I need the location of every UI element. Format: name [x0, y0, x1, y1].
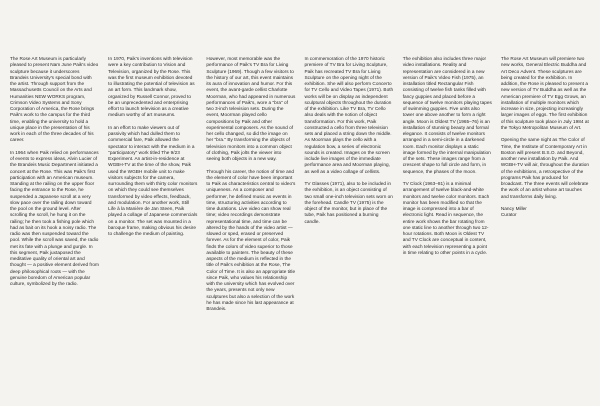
text-column-2 [108, 56, 197, 396]
paragraph: In 1964 when Paik relied on performances of events to express ideas, Alvin Lucier of the Brandeis Music Department initiated a concert at the Rose. This was Paik's first participation with an American museum. Standing at the railing on the upper floor facing the entrance to the Rose, he suspended a Japanese scroll at a very slow pace over the railing down toward the pool on the ground level. After scrolling the scroll, he hung it on the railing; he then took a fishing pole which had as bait on its hook a noisy radio. The radio was then suspended toward the pool. While the scroll was saved, the radio met its fate with a plunge and gurgle. In this segment, Paik juxtaposed the meditative quality of oriental art and thought — a positive element derived from deep philosophical roots — with the genuine boredom of American popular culture, symbolized by the radio. [10, 149, 99, 286]
paragraph: TV Clock (1963–81) is a minimal arrangement of twelve black-and-white monitors and twelve color monitors. Each monitor has been modified so that the image is compressed into a bar of electronic light. Read in sequence, the entire work shows the bar rotating from one static line to another through two 12-hour rotations. Both Moon is Oldest TV and TV Clock are conceptual in content, with each television representing a point in time relating to other points in a cycle. [402, 181, 490, 255]
paragraph: However, most memorable was the performance of Paik's TV Bra for Living Sculpture (1969). Though a few visitors to the history of our art, this event maintains its aura of innovation and humor. For this event, the avant-garde cellist Charlotte Moorman, who had appeared in numerous performances of Paik's, wore a "bra" of two 3-inch television sets. During the event, Moorman played cello compositions by Paik and other experimental composers. As the sound of her cello changed, so did the image on her "bra." By transforming the objects of television monitors into a common object of clothing, Paik jolts the viewer into seeing both objects in a new way. [206, 56, 296, 161]
text-column-4 [305, 56, 394, 396]
text-column-1 [10, 56, 99, 396]
paragraph: In commemoration of the 1970 historic premiere of TV Bra for Living Sculpture, Paik has recreated TV Bra for Living Sculpture on the opening night of the exhibition. She will also perform Concerto for TV Cello and Video Tapes (1971). Both works will be on display as independent sculptural objects throughout the duration of the exhibition. Like TV Bra, TV Cello also deals with the notion of object transformation. For this work, Paik constructed a cello from three television sets and placed a string down the middle. As Moorman plays the cello with a regulation bow, a series of electronic sounds is created. Images on the screen include live images of the immediate performance area and Moorman playing, as well as a video collage of cellists. [304, 56, 394, 174]
paragraph: The Rose Art Museum is particularly pleased to present Nam June Paik's video sculpture because it underscores Brandeis University's special bond with the artist. Through support from the Massachusetts Council on the Arts and Humanities NEW WORKS program, Crimson Video Systems and Sony Corporation of America, the Rose brings Paik's work to the campus for the third time, enabling the university to hold a unique place in the presentation of his work in each of the three decades of his career. [10, 56, 99, 143]
text-column-3 [206, 56, 295, 396]
paragraph: Through his career, the notion of time and the element of color have been important to Paik as characteristics central to video's uniqueness. As a composer and performer, he defined music as events in time, structuring activities according to time durations. Live video can show real time; video recordings demonstrate representational time, and time can be altered by the hands of the video artist — slowed or sped, erased or preserved forever. As for the element of color, Paik finds the colors of video superior to those available to painters. The beauty of these aspects of the medium is reflected in the title of Paik's exhibition at the Rose, The Color of Time. It is also an appropriate title since Paik, who values his relationship with the university which has evolved over the years, presents not only new sculptures but also a selection of the work he has made since his last appearance at Brandeis. [206, 168, 296, 311]
paragraph: The exhibition also includes three major video installations. Reality and representation are considered in a new version of Paik's Video Fish (1975), an installation titled Rectangular Fish consisting of twelve fish tanks filled with fancy guppies and placed before a sequence of twelve monitors playing tapes of swimming guppies. Five units also tower one above another to form a right angle. Moon is Oldest TV (1965–76) is an installation of stunning beauty and formal elegance. It consists of twelve monitors arranged in a semi-circle in a darkened room. Each monitor displays a static image formed by the internal manipulation of the sets. These images range from a crescent shape to full circle and form, in sequence, the phases of the moon. [402, 56, 492, 174]
paragraph: Opening the same night as The Color of Time, the Institute of Contemporary Art in Boston will present B.S.O. and Beyond, another new installation by Paik. And WGBH-TV will air, throughout the duration of the exhibitions, a retrospective of the programs Paik has produced for broadcast. The three events will celebrate the work of an artist whose art touches and transforms daily living. [500, 137, 589, 199]
paragraph: TV Glasses (1971), also to be included in the exhibition, is an object consisting of two small one-inch television sets worn on the forehead. Candle TV (1975) is the object of the monitor, but in place of the tube, Paik has positioned a burning candle. [304, 181, 393, 224]
paragraph: In 1970, Paik's inventions with television were a key contribution to Vision and Television, organized by the Rose. This was the first museum exhibition devoted to illustrating the potential of television as an art form. This landmark show, organized by Russell Connor, proved to be an unprecedented and enterprising effort to launch television as a creative medium worthy of art museums. [108, 56, 195, 118]
paragraph: The Rose Art Museum will premiere two new works, General Electric Buddha and Art Deco Advent. These sculptures are being created for the exhibition. In addition, the Rose is pleased to present a new version of TV Buddha as well as the American premiere of TV Egg Grows, an installation of multiple monitors which increase in size, projecting increasingly larger images of eggs. The first exhibition of this sculpture took place in July 1984 at the Tokyo Metropolitan Museum of Art. [500, 56, 589, 130]
paragraph: In an effort to make viewers out of passivity which had dulled them to commercial fare, Paik allowed the spectator to interact with the medium in a "participatory" work titled The 9/23 Experiment. An artist-in-residence at WGBH-TV at the time of the show, Paik used the WGBH mobile unit to make visitors subjects for the camera, surrounding them with thirty color monitors on which they could see themselves transformed by video effects, feedback, and modulation. For another work, Still Life à la Manière de Jan Steen, Paik played a collage of Japanese commercials on a monitor. The set was mounted in a baroque frame, making obvious his desire to challenge the medium of painting. [108, 124, 198, 236]
text-column-5 [403, 56, 492, 396]
signature: Nancy Miller Curator [500, 206, 527, 218]
text-column-6 [501, 56, 590, 396]
